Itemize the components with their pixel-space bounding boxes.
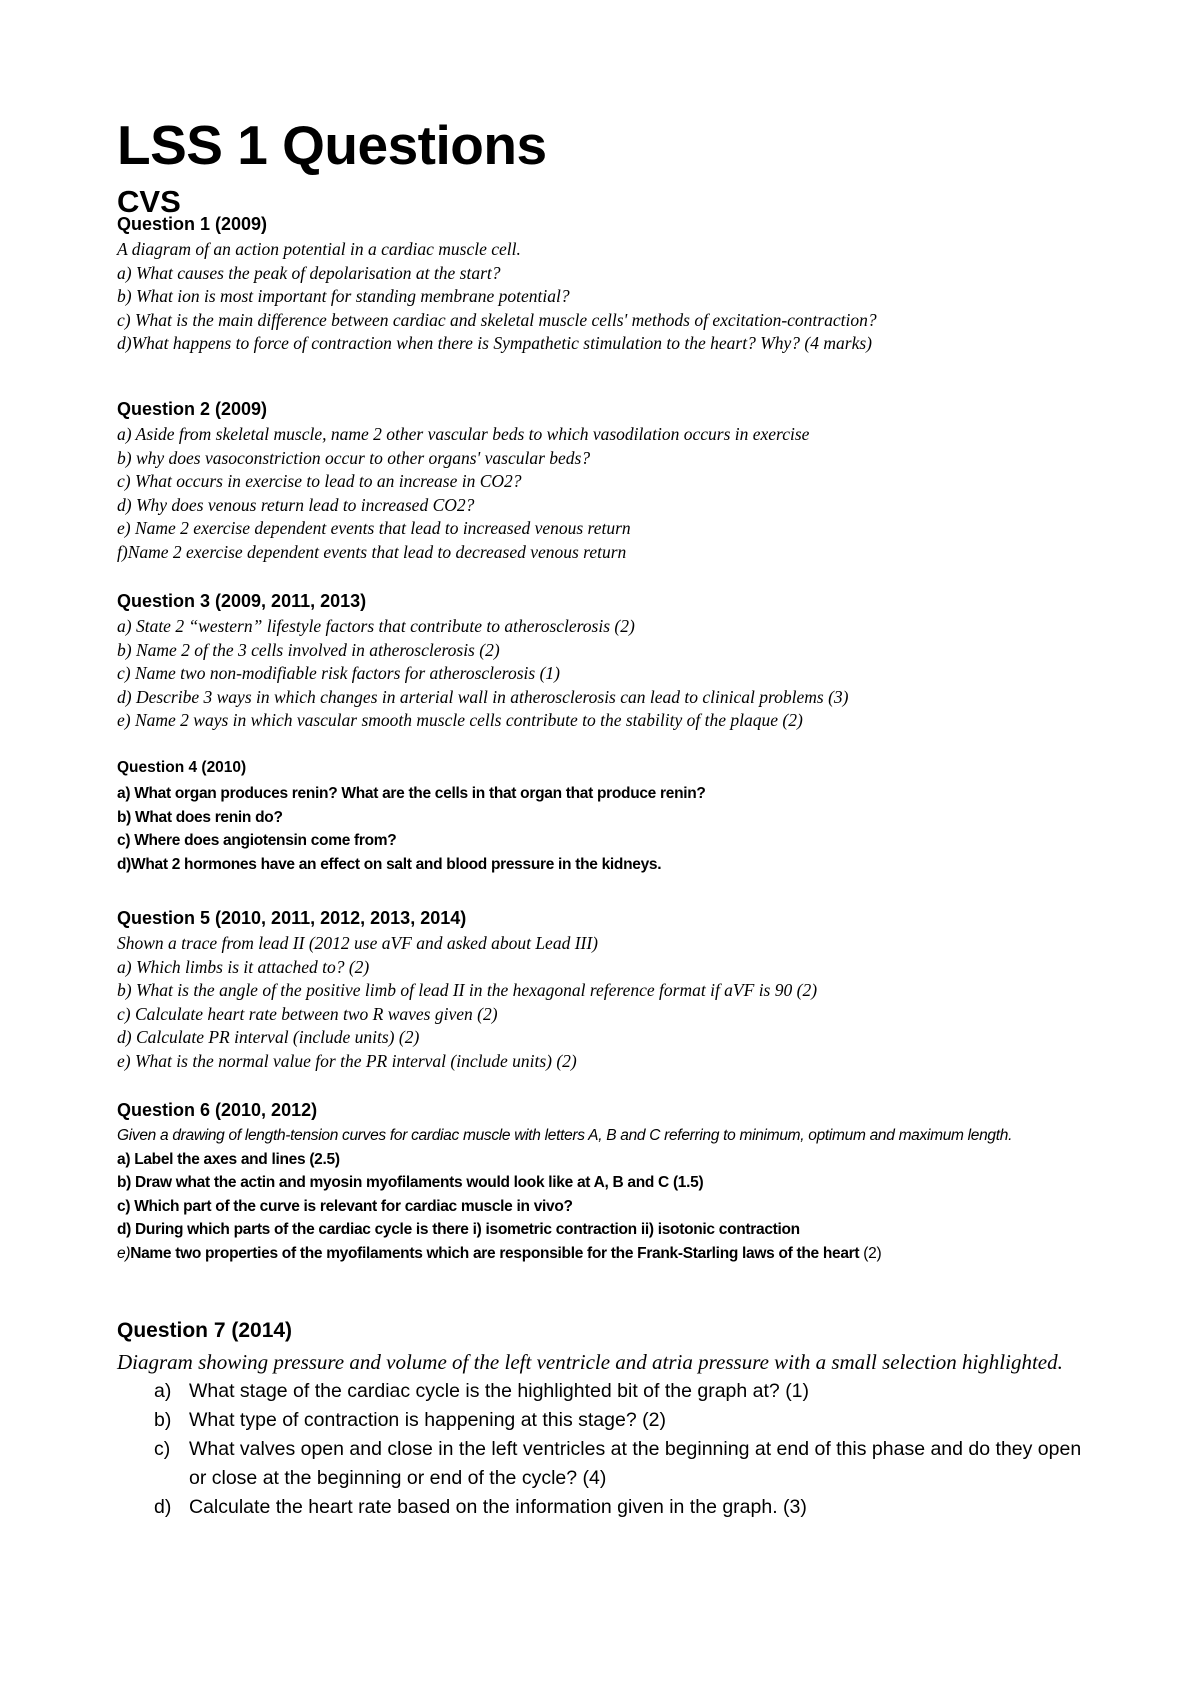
question-3 <box>117 590 1117 733</box>
question-2-heading: Question 2 (2009) <box>117 399 268 419</box>
question-7-item-text: Calculate the heart rate based on the information given in the graph. (3) <box>189 1496 807 1518</box>
question-6-line: b) Draw what the actin and myosin myofilaments would look like at A, B and C (1.5) <box>117 1174 704 1191</box>
question-2 <box>117 398 1117 564</box>
question-1 <box>117 213 1117 356</box>
question-2-line: a) Aside from skeletal muscle, name 2 other vascular beds to which vasodilation occurs in exercise <box>117 424 810 444</box>
question-6-line: d) During which parts of the cardiac cycle is there i) isometric contraction ii) isotonic contraction <box>117 1221 800 1238</box>
question-2-line: e) Name 2 exercise dependent events that lead to increased venous return <box>117 518 631 538</box>
question-5-line: a) Which limbs is it attached to? (2) <box>117 956 370 977</box>
question-1-line: A diagram of an action potential in a cardiac muscle cell. <box>117 239 521 259</box>
question-2-line: f)Name 2 exercise dependent events that lead to decreased venous return <box>117 541 627 562</box>
question-3-heading: Question 3 (2009, 2011, 2013) <box>117 591 367 611</box>
question-1-line: c) What is the main difference between cardiac and skeletal muscle cells' methods of excitation-contraction? <box>117 309 877 330</box>
question-3-line: b) Name 2 of the 3 cells involved in atherosclerosis (2) <box>117 639 500 660</box>
list-marker: b) <box>154 1409 172 1431</box>
question-6-intro: Given a drawing of length-tension curves for cardiac muscle with letters A, B and C referring to minimum, optimum and maximum length. <box>117 1127 1013 1144</box>
question-6-line-e-text: Name two properties of the myofilaments which are responsible for the Frank-Starling laws of the heart <box>130 1244 860 1262</box>
question-7-item <box>117 1377 1094 1406</box>
question-2-line: d) Why does venous return lead to increased CO2? <box>117 494 475 515</box>
question-5-line: c) Calculate heart rate between two R waves given (2) <box>117 1003 498 1024</box>
question-4-line: d)What 2 hormones have an effect on salt and blood pressure in the kidneys. <box>117 855 662 873</box>
question-3-line: d) Describe 3 ways in which changes in arterial wall in atherosclerosis can lead to clinical problems (3) <box>117 686 849 707</box>
question-1-line: a) What causes the peak of depolarisation at the start? <box>117 262 501 283</box>
question-6 <box>117 1099 1117 1265</box>
list-marker: d) <box>154 1496 172 1518</box>
question-3-line: c) Name two non-modifiable risk factors for atherosclerosis (1) <box>117 663 560 683</box>
question-4-line: b) What does renin do? <box>117 808 283 826</box>
question-6-line-e-marks: (2) <box>859 1244 882 1262</box>
question-6-line-e <box>117 1242 1117 1266</box>
question-4-heading: Question 4 (2010) <box>117 759 247 776</box>
question-5-line: e) What is the normal value for the PR interval (include units) (2) <box>117 1050 577 1071</box>
question-7-item <box>117 1435 1094 1493</box>
question-2-line: b) why does vasoconstriction occur to other organs' vascular beds? <box>117 447 591 468</box>
question-1-line: d)What happens to force of contraction when there is Sympathetic stimulation to the heart? Why? (4 marks) <box>117 333 872 353</box>
question-7-item-text: What stage of the cardiac cycle is the highlighted bit of the graph at? (1) <box>189 1380 810 1402</box>
question-1-line: b) What ion is most important for standing membrane potential? <box>117 286 570 306</box>
question-6-heading: Question 6 (2010, 2012) <box>117 1100 318 1120</box>
question-5 <box>117 907 1117 1073</box>
question-1-heading: Question 1 (2009) <box>117 214 268 234</box>
question-5-line: b) What is the angle of the positive limb of lead II in the hexagonal reference format if aVF is 90 (2) <box>117 980 818 1000</box>
question-7 <box>117 1318 1117 1522</box>
question-2-line: c) What occurs in exercise to lead to an increase in CO2? <box>117 471 522 491</box>
question-7-item <box>117 1493 1094 1522</box>
question-6-line-e-prefix: e) <box>117 1244 131 1262</box>
question-6-line: a) Label the axes and lines (2.5) <box>117 1150 340 1168</box>
question-4 <box>117 757 1117 876</box>
question-7-item <box>117 1406 1094 1435</box>
question-3-line: a) State 2 “western” lifestyle factors that contribute to atherosclerosis (2) <box>117 616 635 636</box>
document-title: LSS 1 Questions <box>117 114 547 176</box>
question-5-line: Shown a trace from lead II (2012 use aVF and asked about Lead III) <box>117 933 599 953</box>
list-marker: a) <box>154 1380 172 1402</box>
question-7-heading: Question 7 (2014) <box>117 1319 293 1342</box>
question-7-item-text: What type of contraction is happening at this stage? (2) <box>189 1409 666 1431</box>
list-marker: c) <box>154 1438 171 1460</box>
question-4-line: a) What organ produces renin? What are the cells in that organ that produce renin? <box>117 785 706 802</box>
question-7-list <box>117 1377 1117 1522</box>
question-5-heading: Question 5 (2010, 2011, 2012, 2013, 2014) <box>117 908 467 928</box>
question-7-item-text: What valves open and close in the left ventricles at the beginning at end of this phase and do they open or close at the beginning or end of the cycle? (4) <box>189 1438 1082 1489</box>
question-5-line: d) Calculate PR interval (include units) (2) <box>117 1027 420 1047</box>
section-heading-cvs: CVS <box>117 184 181 219</box>
question-6-line: c) Which part of the curve is relevant for cardiac muscle in vivo? <box>117 1197 573 1215</box>
question-3-line: e) Name 2 ways in which vascular smooth muscle cells contribute to the stability of the plaque (2) <box>117 710 803 730</box>
question-7-intro: Diagram showing pressure and volume of the left ventricle and atria pressure with a small selection highlighted. <box>117 1350 1063 1374</box>
question-4-line: c) Where does angiotensin come from? <box>117 832 397 849</box>
